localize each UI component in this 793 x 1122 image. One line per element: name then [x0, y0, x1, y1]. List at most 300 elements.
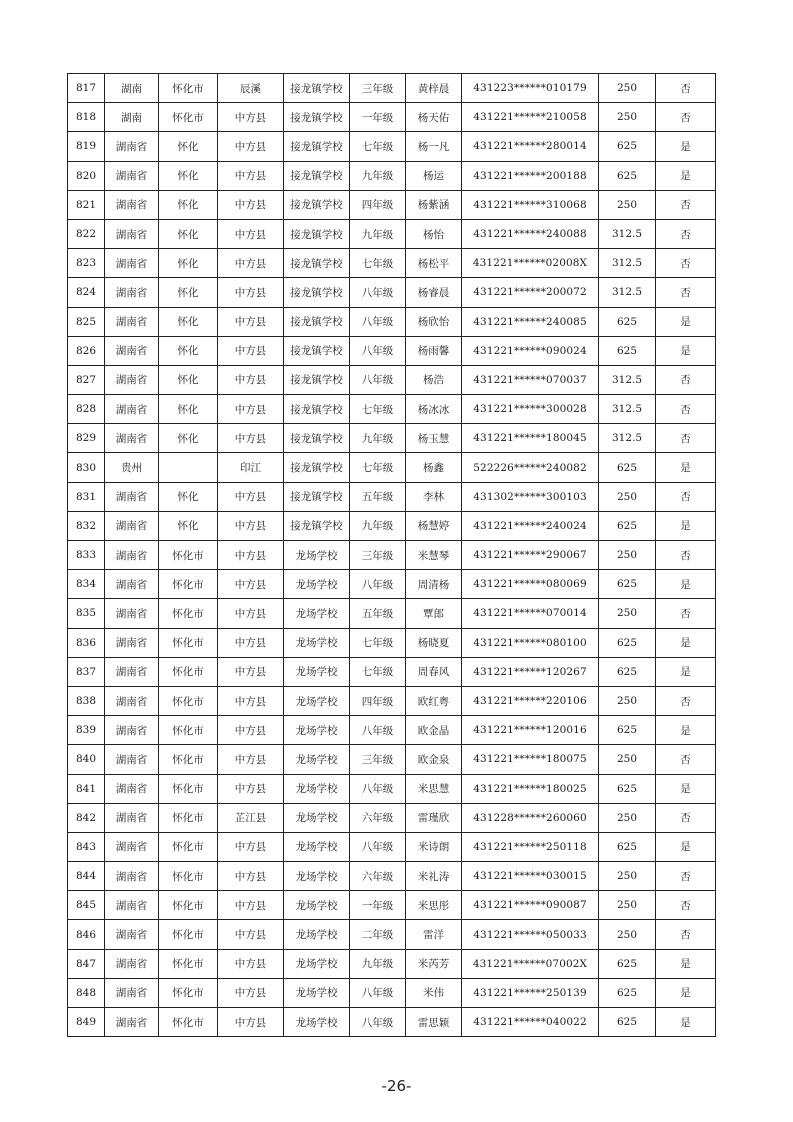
cell-student-name: 杨睿晨: [406, 278, 462, 307]
cell-county: 中方县: [218, 949, 284, 978]
cell-row-number: 827: [68, 365, 105, 394]
cell-id-number: 431221******050033: [462, 920, 599, 949]
cell-id-number: 431221******080100: [462, 628, 599, 657]
cell-student-name: 杨天佑: [406, 103, 462, 132]
cell-row-number: 843: [68, 832, 105, 861]
cell-row-number: 832: [68, 511, 105, 540]
cell-flag: 否: [656, 249, 716, 278]
cell-student-name: 杨浩: [406, 365, 462, 394]
cell-id-number: 431221******180045: [462, 424, 599, 453]
cell-student-name: 杨冰冰: [406, 395, 462, 424]
cell-flag: 否: [656, 103, 716, 132]
cell-county: 中方县: [218, 686, 284, 715]
cell-province: 湖南省: [105, 686, 159, 715]
cell-province: 湖南省: [105, 862, 159, 891]
table-row: [68, 745, 716, 774]
cell-school: 龙场学校: [284, 978, 350, 1007]
cell-student-name: 周春风: [406, 657, 462, 686]
cell-city: 怀化: [159, 365, 218, 394]
cell-id-number: 431302******300103: [462, 482, 599, 511]
table-row: [68, 132, 716, 161]
cell-amount: 625: [599, 336, 656, 365]
cell-county: 中方县: [218, 920, 284, 949]
cell-school: 接龙镇学校: [284, 307, 350, 336]
cell-county: 中方县: [218, 891, 284, 920]
table-row: [68, 774, 716, 803]
cell-province: 湖南省: [105, 307, 159, 336]
cell-school: 龙场学校: [284, 1008, 350, 1037]
cell-province: 湖南省: [105, 745, 159, 774]
cell-id-number: 431221******200188: [462, 161, 599, 190]
cell-flag: 否: [656, 219, 716, 248]
table-row: [68, 190, 716, 219]
cell-amount: 250: [599, 686, 656, 715]
cell-county: 中方县: [218, 716, 284, 745]
cell-school: 龙场学校: [284, 832, 350, 861]
cell-row-number: 841: [68, 774, 105, 803]
cell-amount: 312.5: [599, 424, 656, 453]
cell-city: 怀化市: [159, 803, 218, 832]
cell-row-number: 830: [68, 453, 105, 482]
table-row: [68, 949, 716, 978]
cell-school: 接龙镇学校: [284, 219, 350, 248]
cell-flag: 否: [656, 803, 716, 832]
cell-school: 接龙镇学校: [284, 74, 350, 103]
cell-province: 湖南省: [105, 249, 159, 278]
cell-county: 中方县: [218, 570, 284, 599]
cell-id-number: 431221******070014: [462, 599, 599, 628]
cell-province: 湖南省: [105, 599, 159, 628]
cell-county: 中方县: [218, 511, 284, 540]
cell-id-number: 431223******010179: [462, 74, 599, 103]
cell-grade: 八年级: [350, 307, 406, 336]
cell-city: 怀化市: [159, 949, 218, 978]
table-row: [68, 628, 716, 657]
cell-flag: 是: [656, 657, 716, 686]
cell-school: 龙场学校: [284, 657, 350, 686]
cell-student-name: 米伟: [406, 978, 462, 1007]
cell-school: 龙场学校: [284, 541, 350, 570]
cell-row-number: 818: [68, 103, 105, 132]
cell-amount: 250: [599, 541, 656, 570]
cell-province: 湖南省: [105, 628, 159, 657]
cell-school: 龙场学校: [284, 862, 350, 891]
cell-school: 龙场学校: [284, 774, 350, 803]
cell-province: 湖南省: [105, 336, 159, 365]
cell-school: 龙场学校: [284, 570, 350, 599]
cell-city: 怀化: [159, 424, 218, 453]
table-row: [68, 1008, 716, 1037]
cell-flag: 否: [656, 190, 716, 219]
cell-county: 辰溪: [218, 74, 284, 103]
cell-school: 接龙镇学校: [284, 278, 350, 307]
cell-grade: 九年级: [350, 219, 406, 248]
cell-province: 湖南省: [105, 190, 159, 219]
cell-amount: 625: [599, 657, 656, 686]
cell-province: 湖南: [105, 103, 159, 132]
cell-id-number: 431221******120267: [462, 657, 599, 686]
cell-school: 龙场学校: [284, 745, 350, 774]
cell-school: 接龙镇学校: [284, 511, 350, 540]
cell-amount: 250: [599, 74, 656, 103]
cell-city: 怀化市: [159, 657, 218, 686]
cell-city: [159, 453, 218, 482]
cell-row-number: 826: [68, 336, 105, 365]
cell-student-name: 杨欣怡: [406, 307, 462, 336]
cell-amount: 625: [599, 1008, 656, 1037]
table-row: [68, 482, 716, 511]
cell-grade: 八年级: [350, 570, 406, 599]
cell-student-name: 米芮芳: [406, 949, 462, 978]
cell-amount: 312.5: [599, 219, 656, 248]
cell-id-number: 431221******250118: [462, 832, 599, 861]
cell-id-number: 431221******180075: [462, 745, 599, 774]
cell-city: 怀化: [159, 482, 218, 511]
cell-flag: 是: [656, 161, 716, 190]
cell-flag: 是: [656, 307, 716, 336]
cell-city: 怀化市: [159, 74, 218, 103]
cell-flag: 是: [656, 949, 716, 978]
cell-flag: 否: [656, 395, 716, 424]
cell-county: 中方县: [218, 249, 284, 278]
cell-row-number: 839: [68, 716, 105, 745]
cell-school: 接龙镇学校: [284, 395, 350, 424]
cell-student-name: 欧金泉: [406, 745, 462, 774]
cell-grade: 七年级: [350, 395, 406, 424]
cell-student-name: 周清杨: [406, 570, 462, 599]
cell-flag: 是: [656, 774, 716, 803]
cell-flag: 是: [656, 570, 716, 599]
cell-school: 龙场学校: [284, 716, 350, 745]
cell-amount: 625: [599, 511, 656, 540]
cell-id-number: 431221******070037: [462, 365, 599, 394]
cell-school: 龙场学校: [284, 949, 350, 978]
cell-id-number: 431221******220106: [462, 686, 599, 715]
cell-grade: 五年级: [350, 599, 406, 628]
cell-school: 接龙镇学校: [284, 453, 350, 482]
cell-school: 龙场学校: [284, 686, 350, 715]
cell-school: 接龙镇学校: [284, 336, 350, 365]
table-row: [68, 74, 716, 103]
cell-row-number: 828: [68, 395, 105, 424]
cell-county: 中方县: [218, 745, 284, 774]
cell-city: 怀化市: [159, 628, 218, 657]
cell-id-number: 431221******090024: [462, 336, 599, 365]
cell-flag: 否: [656, 745, 716, 774]
cell-province: 湖南省: [105, 219, 159, 248]
cell-grade: 八年级: [350, 832, 406, 861]
cell-grade: 五年级: [350, 482, 406, 511]
table-row: [68, 832, 716, 861]
cell-id-number: 431221******07002X: [462, 949, 599, 978]
cell-county: 中方县: [218, 103, 284, 132]
cell-province: 湖南省: [105, 541, 159, 570]
cell-amount: 625: [599, 716, 656, 745]
cell-city: 怀化: [159, 219, 218, 248]
cell-id-number: 431221******300028: [462, 395, 599, 424]
cell-province: 湖南省: [105, 774, 159, 803]
cell-city: 怀化: [159, 511, 218, 540]
cell-student-name: 杨一凡: [406, 132, 462, 161]
cell-amount: 250: [599, 482, 656, 511]
cell-province: 湖南省: [105, 395, 159, 424]
cell-school: 龙场学校: [284, 599, 350, 628]
cell-grade: 一年级: [350, 103, 406, 132]
cell-school: 龙场学校: [284, 628, 350, 657]
cell-school: 接龙镇学校: [284, 190, 350, 219]
cell-county: 印江: [218, 453, 284, 482]
cell-flag: 否: [656, 365, 716, 394]
cell-student-name: 雷瑾欣: [406, 803, 462, 832]
cell-amount: 250: [599, 920, 656, 949]
table-row: [68, 336, 716, 365]
cell-grade: 八年级: [350, 978, 406, 1007]
cell-school: 接龙镇学校: [284, 103, 350, 132]
cell-student-name: 杨怡: [406, 219, 462, 248]
cell-row-number: 819: [68, 132, 105, 161]
cell-city: 怀化: [159, 395, 218, 424]
cell-school: 接龙镇学校: [284, 132, 350, 161]
cell-amount: 312.5: [599, 278, 656, 307]
cell-id-number: 431221******090087: [462, 891, 599, 920]
cell-flag: 否: [656, 891, 716, 920]
table-row: [68, 511, 716, 540]
cell-grade: 七年级: [350, 453, 406, 482]
cell-grade: 三年级: [350, 541, 406, 570]
cell-student-name: 米诗朗: [406, 832, 462, 861]
cell-province: 湖南省: [105, 891, 159, 920]
cell-row-number: 840: [68, 745, 105, 774]
cell-row-number: 835: [68, 599, 105, 628]
cell-school: 接龙镇学校: [284, 161, 350, 190]
cell-row-number: 848: [68, 978, 105, 1007]
cell-student-name: 米思彤: [406, 891, 462, 920]
cell-flag: 是: [656, 336, 716, 365]
cell-grade: 九年级: [350, 161, 406, 190]
cell-row-number: 847: [68, 949, 105, 978]
cell-student-name: 米思慧: [406, 774, 462, 803]
cell-grade: 七年级: [350, 249, 406, 278]
table-row: [68, 365, 716, 394]
cell-province: 湖南省: [105, 132, 159, 161]
cell-grade: 四年级: [350, 190, 406, 219]
cell-amount: 250: [599, 103, 656, 132]
cell-id-number: 431221******280014: [462, 132, 599, 161]
cell-grade: 二年级: [350, 920, 406, 949]
cell-grade: 一年级: [350, 891, 406, 920]
table-row: [68, 219, 716, 248]
cell-grade: 八年级: [350, 1008, 406, 1037]
cell-grade: 七年级: [350, 657, 406, 686]
table-row: [68, 424, 716, 453]
cell-grade: 九年级: [350, 424, 406, 453]
cell-county: 中方县: [218, 541, 284, 570]
cell-province: 湖南省: [105, 716, 159, 745]
cell-flag: 是: [656, 832, 716, 861]
cell-id-number: 431221******030015: [462, 862, 599, 891]
table-row: [68, 920, 716, 949]
table-row: [68, 803, 716, 832]
table-row: [68, 307, 716, 336]
cell-city: 怀化: [159, 307, 218, 336]
cell-id-number: 431221******02008X: [462, 249, 599, 278]
cell-amount: 625: [599, 774, 656, 803]
table-row: [68, 278, 716, 307]
cell-student-name: 杨玉慧: [406, 424, 462, 453]
cell-school: 接龙镇学校: [284, 424, 350, 453]
cell-row-number: 817: [68, 74, 105, 103]
cell-amount: 625: [599, 570, 656, 599]
cell-city: 怀化: [159, 249, 218, 278]
table-row: [68, 978, 716, 1007]
cell-city: 怀化市: [159, 862, 218, 891]
cell-province: 湖南省: [105, 949, 159, 978]
cell-county: 芷江县: [218, 803, 284, 832]
cell-province: 湖南省: [105, 161, 159, 190]
cell-flag: 是: [656, 1008, 716, 1037]
cell-grade: 八年级: [350, 365, 406, 394]
cell-amount: 250: [599, 891, 656, 920]
cell-province: 湖南省: [105, 803, 159, 832]
table-row: [68, 395, 716, 424]
cell-school: 接龙镇学校: [284, 482, 350, 511]
cell-row-number: 831: [68, 482, 105, 511]
cell-grade: 六年级: [350, 803, 406, 832]
cell-student-name: 米慧琴: [406, 541, 462, 570]
cell-student-name: 杨鑫: [406, 453, 462, 482]
cell-city: 怀化: [159, 336, 218, 365]
cell-county: 中方县: [218, 190, 284, 219]
cell-city: 怀化市: [159, 541, 218, 570]
cell-county: 中方县: [218, 978, 284, 1007]
cell-flag: 否: [656, 599, 716, 628]
cell-amount: 625: [599, 832, 656, 861]
table-row: [68, 862, 716, 891]
cell-city: 怀化市: [159, 832, 218, 861]
cell-county: 中方县: [218, 832, 284, 861]
cell-county: 中方县: [218, 424, 284, 453]
cell-school: 龙场学校: [284, 920, 350, 949]
cell-row-number: 823: [68, 249, 105, 278]
cell-student-name: 欧红粤: [406, 686, 462, 715]
cell-id-number: 431221******240024: [462, 511, 599, 540]
cell-grade: 八年级: [350, 716, 406, 745]
table-row: [68, 599, 716, 628]
cell-row-number: 821: [68, 190, 105, 219]
table-row: [68, 891, 716, 920]
table-row: [68, 686, 716, 715]
cell-flag: 否: [656, 862, 716, 891]
cell-row-number: 846: [68, 920, 105, 949]
cell-amount: 625: [599, 453, 656, 482]
cell-county: 中方县: [218, 1008, 284, 1037]
cell-id-number: 431221******240088: [462, 219, 599, 248]
cell-city: 怀化: [159, 278, 218, 307]
table-row: [68, 249, 716, 278]
cell-row-number: 845: [68, 891, 105, 920]
cell-id-number: 431221******200072: [462, 278, 599, 307]
page-number: -26-: [381, 1077, 412, 1095]
cell-grade: 四年级: [350, 686, 406, 715]
cell-amount: 312.5: [599, 365, 656, 394]
cell-grade: 三年级: [350, 745, 406, 774]
cell-student-name: 米礼涛: [406, 862, 462, 891]
cell-student-name: 欧金晶: [406, 716, 462, 745]
cell-county: 中方县: [218, 482, 284, 511]
cell-flag: 否: [656, 278, 716, 307]
cell-city: 怀化市: [159, 716, 218, 745]
cell-id-number: 522226******240082: [462, 453, 599, 482]
cell-amount: 625: [599, 307, 656, 336]
cell-amount: 312.5: [599, 249, 656, 278]
cell-row-number: 838: [68, 686, 105, 715]
cell-row-number: 837: [68, 657, 105, 686]
cell-city: 怀化: [159, 132, 218, 161]
cell-id-number: 431221******310068: [462, 190, 599, 219]
cell-row-number: 822: [68, 219, 105, 248]
cell-amount: 625: [599, 949, 656, 978]
cell-grade: 九年级: [350, 511, 406, 540]
cell-student-name: 覃郎: [406, 599, 462, 628]
table-row: [68, 541, 716, 570]
cell-province: 湖南省: [105, 1008, 159, 1037]
cell-amount: 250: [599, 745, 656, 774]
cell-amount: 250: [599, 803, 656, 832]
cell-id-number: 431228******260060: [462, 803, 599, 832]
cell-student-name: 杨运: [406, 161, 462, 190]
table-row: [68, 103, 716, 132]
cell-id-number: 431221******120016: [462, 716, 599, 745]
cell-county: 中方县: [218, 395, 284, 424]
cell-flag: 是: [656, 628, 716, 657]
cell-school: 龙场学校: [284, 803, 350, 832]
cell-student-name: 李林: [406, 482, 462, 511]
cell-id-number: 431221******290067: [462, 541, 599, 570]
cell-county: 中方县: [218, 862, 284, 891]
cell-student-name: 杨松平: [406, 249, 462, 278]
cell-province: 湖南省: [105, 570, 159, 599]
cell-county: 中方县: [218, 278, 284, 307]
cell-grade: 八年级: [350, 278, 406, 307]
cell-amount: 250: [599, 862, 656, 891]
cell-province: 湖南省: [105, 424, 159, 453]
cell-city: 怀化市: [159, 745, 218, 774]
cell-grade: 七年级: [350, 628, 406, 657]
cell-row-number: 842: [68, 803, 105, 832]
cell-city: 怀化市: [159, 891, 218, 920]
cell-city: 怀化市: [159, 978, 218, 1007]
cell-amount: 625: [599, 628, 656, 657]
cell-school: 接龙镇学校: [284, 249, 350, 278]
cell-id-number: 431221******250139: [462, 978, 599, 1007]
cell-county: 中方县: [218, 307, 284, 336]
cell-county: 中方县: [218, 628, 284, 657]
table-row: [68, 161, 716, 190]
cell-city: 怀化: [159, 190, 218, 219]
cell-student-name: 杨晓夏: [406, 628, 462, 657]
cell-county: 中方县: [218, 219, 284, 248]
table-row: [68, 657, 716, 686]
cell-row-number: 844: [68, 862, 105, 891]
cell-county: 中方县: [218, 599, 284, 628]
cell-row-number: 836: [68, 628, 105, 657]
cell-row-number: 825: [68, 307, 105, 336]
cell-grade: 八年级: [350, 336, 406, 365]
cell-province: 湖南省: [105, 920, 159, 949]
cell-flag: 否: [656, 686, 716, 715]
cell-city: 怀化市: [159, 570, 218, 599]
cell-city: 怀化市: [159, 1008, 218, 1037]
